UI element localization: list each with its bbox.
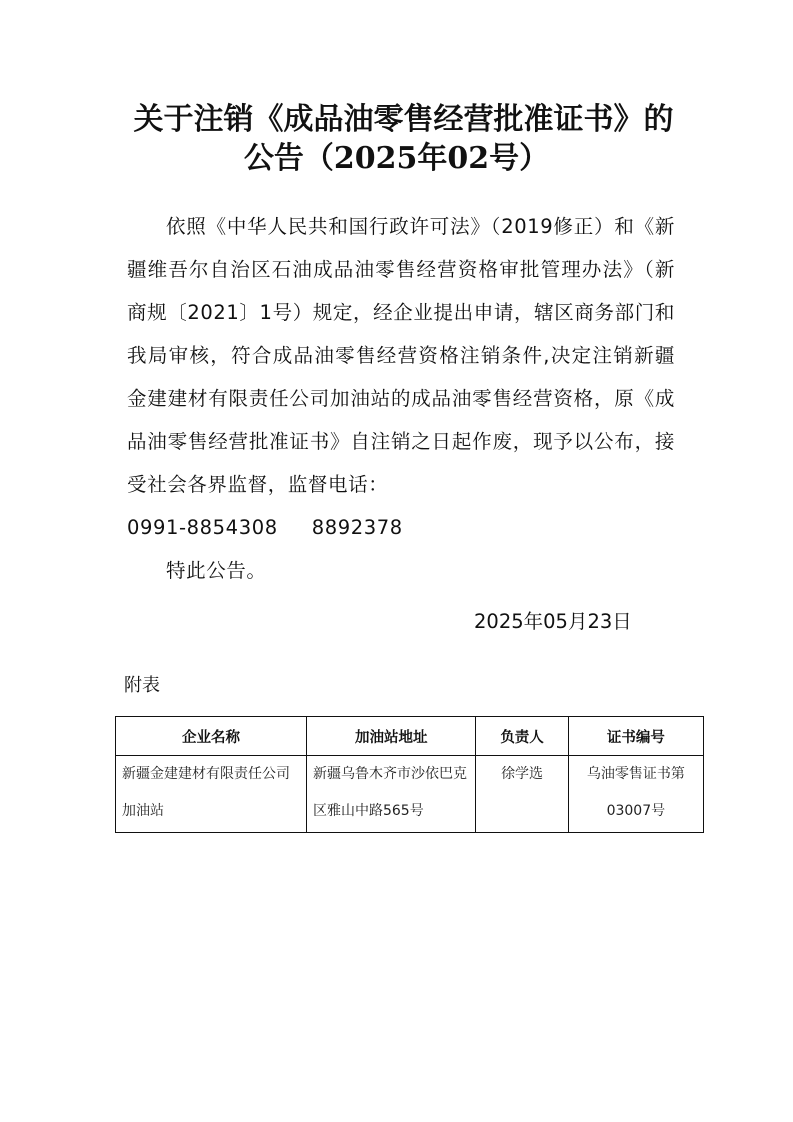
phone-numbers xyxy=(127,506,675,549)
header-person: 负责人 xyxy=(476,717,568,756)
cell-certificate: 乌油零售证书第03007号 xyxy=(568,756,703,833)
phone-number-2: 8892378 xyxy=(311,516,403,539)
table-header-row xyxy=(116,717,704,756)
announcement-body xyxy=(127,205,675,592)
header-company: 企业名称 xyxy=(116,717,307,756)
announcement-date: 2025年05月23日 xyxy=(474,610,632,633)
announcement-paragraph: 依照《中华人民共和国行政许可法》（2019修正）和《新疆维吾尔自治区石油成品油零售经营资格审批管理办法》（新商规〔2021〕1号）规定，经企业提出申请，辖区商务部门和我局审核，符合成品油零售经营资格注销条件,决定注销新疆金建建材有限责任公司加油站的成品油零售经营资格，原《成品油零售经营批准证书》自注销之日起作废，现予以公布，接受社会各界监督，监督电话： xyxy=(127,215,675,496)
header-address: 加油站地址 xyxy=(306,717,475,756)
phone-number-1: 0991-8854308 xyxy=(127,516,278,539)
cell-address: 新疆乌鲁木齐市沙依巴克区雅山中路565号 xyxy=(306,756,475,833)
cell-company: 新疆金建建材有限责任公司加油站 xyxy=(116,756,307,833)
closing-text: 特此公告。 xyxy=(166,559,267,582)
header-certificate: 证书编号 xyxy=(568,717,703,756)
table-row xyxy=(116,756,704,833)
document-title-line1: 关于注销《成品油零售经营批准证书》的 xyxy=(133,102,674,137)
document-title-line2: 公告（2025年02号） xyxy=(243,141,550,176)
annex-table xyxy=(115,716,704,833)
attachment-label: 附表 xyxy=(124,675,160,696)
cell-person: 徐学选 xyxy=(476,756,568,833)
